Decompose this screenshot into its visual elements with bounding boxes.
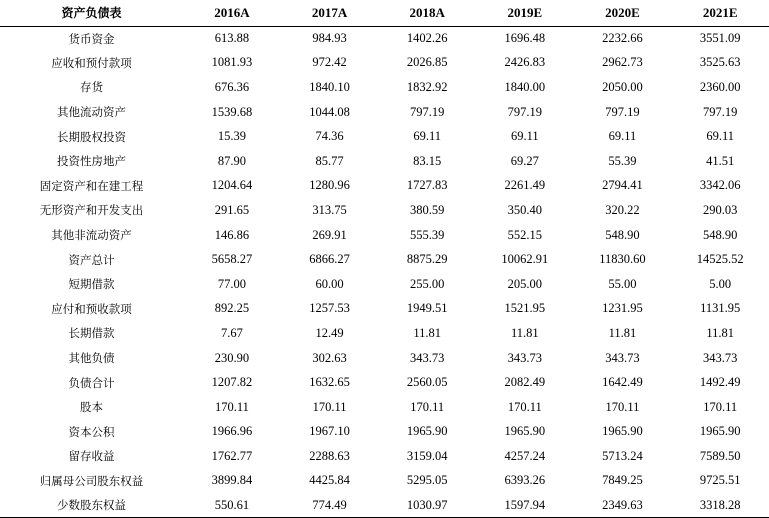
value-cell: 1965.90: [504, 424, 546, 439]
value-cell: 1967.10: [309, 424, 350, 439]
value-cell: 11.81: [413, 325, 442, 340]
row-label: 股本: [80, 400, 104, 415]
year-column-header: 2017A: [281, 0, 379, 26]
value-cell: 69.11: [511, 129, 539, 144]
value-cell: 1597.94: [476, 493, 574, 518]
value-cell: 5713.24: [602, 448, 643, 463]
table-row: [0, 420, 769, 445]
value-cell: 1632.65: [309, 375, 350, 390]
value-cell: 380.59: [410, 202, 445, 217]
value-cell: 797.19: [507, 104, 543, 119]
value-cell: 2082.49: [504, 375, 546, 390]
value-cell: 255.00: [410, 276, 445, 291]
value-cell: 230.90: [214, 350, 250, 365]
value-cell: 11830.60: [599, 252, 646, 267]
value-cell: 1965.90: [406, 424, 448, 439]
value-cell: 170.11: [214, 399, 249, 414]
value-cell: 55.00: [608, 276, 637, 291]
value-cell: 1840.10: [309, 79, 350, 94]
table-row: [0, 149, 769, 174]
value-cell: 320.22: [605, 202, 640, 217]
value-cell: 797.19: [410, 104, 445, 119]
value-cell: 1044.08: [309, 104, 350, 119]
table-row: [0, 75, 769, 100]
value-cell: 269.91: [312, 227, 347, 242]
value-cell: 3899.84: [211, 473, 253, 488]
value-cell: 343.73: [507, 350, 543, 365]
year-column-header: 2021E: [671, 0, 769, 26]
value-cell: 984.93: [312, 31, 347, 46]
value-cell: 3551.09: [699, 31, 741, 46]
value-cell: 2794.41: [602, 178, 643, 193]
value-cell: 1402.26: [406, 31, 448, 46]
value-cell: 3159.04: [406, 448, 448, 463]
table-row: [0, 346, 769, 371]
table-row: [0, 247, 769, 272]
value-cell: 2349.63: [574, 493, 672, 518]
value-cell: 1030.97: [378, 493, 476, 518]
value-cell: 6866.27: [309, 252, 350, 267]
table-row: [0, 124, 769, 149]
row-label: 应付和预收款项: [51, 301, 132, 316]
row-label: 货币资金: [68, 31, 115, 46]
row-label: 无形资产和开发支出: [39, 203, 144, 218]
value-cell: 548.90: [605, 227, 640, 242]
value-cell: 892.25: [214, 301, 250, 316]
value-cell: 170.11: [507, 399, 542, 414]
value-cell: 205.00: [507, 276, 543, 291]
value-cell: 170.11: [703, 399, 738, 414]
value-cell: 1832.92: [406, 79, 448, 94]
value-cell: 1727.83: [406, 178, 448, 193]
value-cell: 3318.28: [671, 493, 769, 518]
row-label: 少数股东权益: [0, 493, 183, 518]
row-label: 其他负债: [68, 351, 115, 366]
value-cell: 313.75: [312, 202, 347, 217]
row-label: 固定资产和在建工程: [39, 178, 144, 193]
value-cell: 1966.96: [211, 424, 253, 439]
value-cell: 2261.49: [504, 178, 546, 193]
value-cell: 69.27: [510, 153, 539, 168]
value-cell: 613.88: [214, 31, 250, 46]
value-cell: 1492.49: [699, 375, 741, 390]
value-cell: 69.11: [706, 129, 734, 144]
value-cell: 1762.77: [211, 448, 253, 463]
value-cell: 2360.00: [699, 79, 741, 94]
value-cell: 87.90: [217, 153, 246, 168]
value-cell: 1257.53: [309, 301, 350, 316]
row-label: 应收和预付款项: [51, 55, 132, 70]
row-label: 归属母公司股东权益: [39, 473, 144, 488]
value-cell: 1521.95: [504, 301, 546, 316]
value-cell: 15.39: [217, 129, 246, 144]
value-cell: 83.15: [413, 153, 442, 168]
value-cell: 350.40: [507, 202, 543, 217]
row-label: 长期借款: [68, 326, 115, 341]
year-column-header: 2016A: [183, 0, 281, 26]
value-cell: 2232.66: [602, 31, 643, 46]
value-cell: 555.39: [410, 227, 445, 242]
value-cell: 170.11: [605, 399, 640, 414]
row-label: 其他流动资产: [57, 105, 127, 120]
value-cell: 5295.05: [406, 473, 448, 488]
value-cell: 972.42: [312, 55, 347, 70]
table-row: [0, 272, 769, 297]
table-row: [0, 370, 769, 395]
table-row: [0, 174, 769, 199]
value-cell: 11.81: [511, 325, 539, 340]
table-body: [0, 26, 769, 518]
table-row: [0, 100, 769, 125]
value-cell: 797.19: [702, 104, 738, 119]
row-label: 留存收益: [68, 449, 115, 464]
row-label: 存货: [80, 80, 104, 95]
value-cell: 1696.48: [504, 31, 546, 46]
value-cell: 170.11: [312, 399, 347, 414]
value-cell: 10062.91: [501, 252, 549, 267]
table-title-header: 资产负债表: [0, 0, 183, 26]
value-cell: 1949.51: [406, 301, 448, 316]
value-cell: 1642.49: [602, 375, 643, 390]
table-row: [0, 198, 769, 223]
value-cell: 2288.63: [309, 448, 350, 463]
value-cell: 1204.64: [211, 178, 253, 193]
table-row: [0, 444, 769, 469]
value-cell: 41.51: [706, 153, 735, 168]
table-row: [0, 469, 769, 494]
value-cell: 5658.27: [211, 252, 253, 267]
value-cell: 11.81: [608, 325, 637, 340]
value-cell: 77.00: [217, 276, 246, 291]
value-cell: 3342.06: [699, 178, 741, 193]
value-cell: 170.11: [410, 399, 445, 414]
row-label: 投资性房地产: [57, 154, 127, 169]
value-cell: 2050.00: [602, 79, 643, 94]
value-cell: 797.19: [605, 104, 640, 119]
row-label: 资本公积: [68, 424, 115, 439]
value-cell: 291.65: [214, 202, 250, 217]
value-cell: 6393.26: [504, 473, 546, 488]
value-cell: 290.03: [702, 202, 738, 217]
value-cell: 4425.84: [309, 473, 350, 488]
value-cell: 2026.85: [406, 55, 448, 70]
value-cell: 7.67: [220, 325, 243, 340]
table-header: [0, 0, 769, 26]
value-cell: 343.73: [605, 350, 640, 365]
row-label: 其他非流动资产: [51, 228, 132, 243]
table-row: [0, 493, 769, 518]
value-cell: 676.36: [214, 79, 250, 94]
value-cell: 1965.90: [699, 424, 741, 439]
value-cell: 7589.50: [699, 448, 741, 463]
year-column-header: 2020E: [574, 0, 672, 26]
value-cell: 69.11: [608, 129, 637, 144]
table-row: [0, 395, 769, 420]
row-label: 资产总计: [68, 252, 115, 267]
value-cell: 1840.00: [504, 79, 546, 94]
value-cell: 1207.82: [211, 375, 253, 390]
value-cell: 146.86: [214, 227, 250, 242]
table-row: [0, 223, 769, 248]
value-cell: 2426.83: [504, 55, 546, 70]
value-cell: 14525.52: [696, 252, 744, 267]
year-column-header: 2018A: [378, 0, 476, 26]
value-cell: 343.73: [410, 350, 445, 365]
value-cell: 774.49: [281, 493, 379, 518]
year-column-header: 2019E: [476, 0, 574, 26]
row-label: 长期股权投资: [57, 129, 127, 144]
value-cell: 12.49: [315, 325, 344, 340]
value-cell: 60.00: [315, 276, 344, 291]
value-cell: 69.11: [413, 129, 442, 144]
table-row: [0, 51, 769, 76]
value-cell: 1231.95: [602, 301, 643, 316]
row-label: 短期借款: [68, 277, 115, 292]
table-row: [0, 26, 769, 51]
value-cell: 1131.95: [700, 301, 741, 316]
value-cell: 55.39: [608, 153, 637, 168]
table-row: [0, 321, 769, 346]
value-cell: 550.61: [183, 493, 281, 518]
value-cell: 74.36: [315, 129, 344, 144]
value-cell: 1965.90: [602, 424, 643, 439]
value-cell: 7849.25: [602, 473, 643, 488]
value-cell: 9725.51: [699, 473, 741, 488]
value-cell: 343.73: [702, 350, 738, 365]
value-cell: 2962.73: [602, 55, 643, 70]
value-cell: 1539.68: [211, 104, 253, 119]
value-cell: 1081.93: [211, 55, 253, 70]
value-cell: 1280.96: [309, 178, 350, 193]
row-label: 负债合计: [68, 375, 115, 390]
value-cell: 4257.24: [504, 448, 546, 463]
header-row: [0, 0, 769, 26]
value-cell: 8875.29: [406, 252, 448, 267]
value-cell: 3525.63: [699, 55, 741, 70]
value-cell: 11.81: [706, 325, 734, 340]
value-cell: 5.00: [709, 276, 732, 291]
value-cell: 85.77: [315, 153, 344, 168]
table-row: [0, 297, 769, 322]
value-cell: 548.90: [702, 227, 738, 242]
value-cell: 2560.05: [406, 375, 448, 390]
value-cell: 552.15: [507, 227, 543, 242]
value-cell: 302.63: [312, 350, 347, 365]
